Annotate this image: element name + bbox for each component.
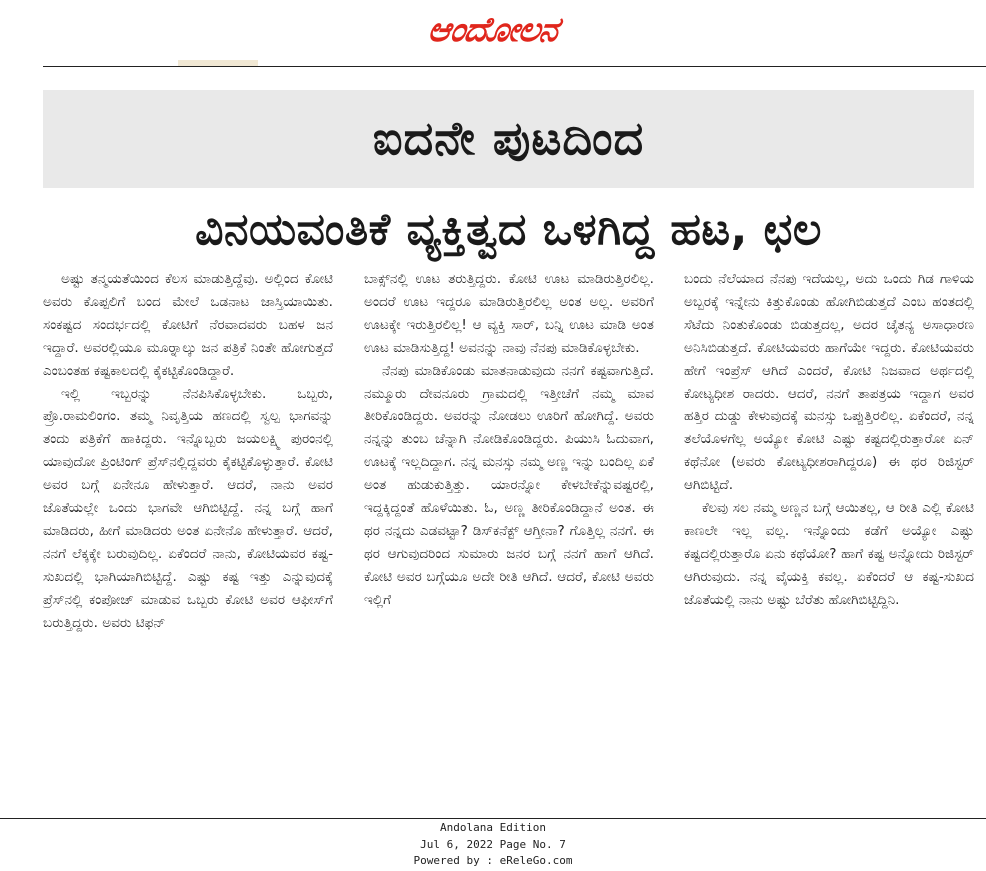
paragraph: ಇಲ್ಲಿ ಇಬ್ಬರನ್ನು ನೆನಪಿಸಿಕೊಳ್ಳಬೇಕು. ಒಬ್ಬರು, ಪ್ರೊ.ರಾಮಲಿಂಗಂ. ತಮ್ಮ ನಿವೃತ್ತಿಯ ಹಣದಲ್ಲಿ ಸ್ವಲ್ಪ ಭಾಗವನ್ನು ತಂದು ಪತ್ರಿಕೆಗೆ ಹಾಕಿದ್ದರು. ಇನ್ನೊಬ್ಬರು ಜಯಲಕ್ಷ್ಮಿ ಪುರಂನಲ್ಲಿ ಯಾವುದೋ ಪ್ರಿಂಟಿಂಗ್ ಪ್ರೆಸ್‌ನಲ್ಲಿದ್ದವರು ಕೈಕಟ್ಟಿಕೊಳ್ಳುತ್ತಾರೆ. ಕೋಟಿ ಅವರ ಬಗ್ಗೆ ಏನೇನೂ ಹೇಳುತ್ತಾರೆ. ಆದರೆ, ನಾನು ಅವರ ಜೊತೆಯಲ್ಲೇ ಒಂದು ಭಾಗವೇ ಆಗಿಬಿಟ್ಟಿದ್ದೆ. ನನ್ನ ಬಗ್ಗೆ ಹಾಗೆ ಮಾಡಿದರು, ಹೀಗೆ ಮಾಡಿದರು ಅಂತ ಏನೇನೊ ಹೇಳುತ್ತಾರೆ. ಆದರೆ, ನನಗೆ ಲೆಕ್ಕಕ್ಕೇ ಬರುವುದಿಲ್ಲ. ಏಕೆಂದರೆ ನಾನು, ಕೋಟಿಯವರ ಕಷ್ಟ- ಸುಖದಲ್ಲಿ ಭಾಗಿಯಾಗಿಬಿಟ್ಟಿದ್ದೆ. ಎಷ್ಟು ಕಷ್ಟ ಇತ್ತು ಎನ್ನುವುದಕ್ಕೆ ಪ್ರೆಸ್‌ನಲ್ಲಿ ಕಂಪೋಜ್ ಮಾಡುವ ಒಬ್ಬರು ಕೋಟಿ ಅವರ ಆಫೀಸ್‌ಗೆ ಬರುತ್ತಿದ್ದರು. ಅವರು ಟಿಫನ್ xyxy=(43,385,333,631)
masthead xyxy=(0,4,986,56)
paragraph: ಬಂದು ನೆಲೆಯಾದ ನೆನಪು ಇದೆಯಲ್ಲ, ಅದು ಒಂದು ಗಿಡ ಗಾಳಿಯ ಅಬ್ಬರಕ್ಕೆ ಇನ್ನೇನು ಕಿತ್ತುಕೊಂಡು ಹೋಗಿಬಿಡುತ್ತದೆ ಎಂಬ ಹಂತದಲ್ಲಿ ಸೆಟೆದು ನಿಂತುಕೊಂಡು ಬಿಡುತ್ತದಲ್ಲ, ಅದರ ಚೈತನ್ಯ ಅಸಾಧಾರಣ ಅನಿಸಿಬಿಡುತ್ತದೆ. ಕೋಟಿಯವರು ಹಾಗೆಯೇ ಇದ್ದರು. ಕೋಟಿಯವರು ಹೇಗೆ ಇಂಪ್ರೆಸ್ ಆಗಿದೆ ಎಂದರೆ, ಕೋಟಿ ನಿಜವಾದ ಅರ್ಥದಲ್ಲಿ ಕೋಟ್ಯಧೀಶ ರಾದರು. ಆದರೆ, ನನಗೆ ತಾಪತ್ರಯ ಇದ್ದಾಗ ಅವರ ಹತ್ತಿರ ದುಡ್ಡು ಕೇಳುವುದಕ್ಕೆ ಮನಸ್ಸು ಒಪ್ಪುತ್ತಿರಲಿಲ್ಲ. ಏಕೆಂದರೆ, ನನ್ನ ತಲೆಯೊಳಗೆಲ್ಲ ಅಯ್ಯೋ ಕೋಟಿ ಎಷ್ಟು ಕಷ್ಟದಲ್ಲಿರುತ್ತಾರೋ ಏನ್ ಕಥೆನೋ (ಅವರು ಕೋಟ್ಯಧೀಶರಾಗಿದ್ದರೂ) ಈ ಥರ ರಿಜಿಸ್ಟರ್ ಆಗಿಬಿಟ್ಟಿದೆ. xyxy=(684,271,974,494)
article-column-3 xyxy=(684,268,974,798)
article-column-1 xyxy=(43,268,333,798)
paragraph: ನೆನಪು ಮಾಡಿಕೊಂಡು ಮಾತನಾಡುವುದು ನನಗೆ ಕಷ್ಟವಾಗುತ್ತಿದೆ. ನಮ್ಮೂರು ದೇವನೂರು ಗ್ರಾಮದಲ್ಲಿ ಇತ್ತೀಚೆಗೆ ನಮ್ಮ ಮಾವ ತೀರಿಕೊಂಡಿದ್ದರು. ಅವರನ್ನು ನೋಡಲು ಊರಿಗೆ ಹೋಗಿದ್ದೆ. ಅವರು ನನ್ನನ್ನು ತುಂಬ ಚೆನ್ನಾಗಿ ನೋಡಿಕೊಂಡಿದ್ದರು. ಪಿಯುಸಿ ಓದುವಾಗ, ಊಟಕ್ಕೆ ಇಲ್ಲದಿದ್ದಾಗ. ನನ್ನ ಮನಸ್ಸು ನಮ್ಮ ಅಣ್ಣ ಇನ್ನು ಬಂದಿಲ್ಲ ಏಕೆ ಅಂತ ಹುಡುಕುತ್ತಿತ್ತು. ಯಾರನ್ನೋ ಕೇಳಬೇಕೆನ್ನುವಷ್ಟರಲ್ಲಿ, ಇದ್ದಕ್ಕಿದ್ದಂತೆ ಹೊಳೆಯಿತು. ಓ, ಅಣ್ಣ ತೀರಿಕೊಂಡಿದ್ದಾನೆ ಅಂತ. ಈ ಥರ ನನ್ನದು ಎಡವಟ್ಟಾ? ಡಿಸ್‌ಕನೆಕ್ಟ್ ಆಗ್ತೀನಾ? ಗೊತ್ತಿಲ್ಲ ನನಗೆ. ಈ ಥರ ಆಗುವುದರಿಂದ ಸುಮಾರು ಜನರ ಬಗ್ಗೆ ನನಗೆ ಹಾಗೆ ಆಗಿದೆ. ಕೋಟಿ ಅವರ ಬಗ್ಗೆಯೂ ಅದೇ ರೀತಿ ಆಗಿದೆ. ಆದರೆ, ಕೋಟಿ ಅವರು ಇಲ್ಲಿಗೆ xyxy=(364,362,654,608)
paragraph: ಕೆಲವು ಸಲ ನಮ್ಮ ಅಣ್ಣನ ಬಗ್ಗೆ ಆಯಿತಲ್ಲ, ಆ ರೀತಿ ಎಲ್ಲಿ ಕೋಟಿ ಕಾಣಲೇ ಇಲ್ಲ ವಲ್ಲ. ಇನ್ನೊಂದು ಕಡೆಗೆ ಅಯ್ಯೋ ಎಷ್ಟು ಕಷ್ಟದಲ್ಲಿರುತ್ತಾರೊ ಏನು ಕಥೆಯೋ? ಹಾಗೆ ಕಷ್ಟ ಅನ್ನೋದು ರಿಜಿಸ್ಟರ್ ಆಗಿರುವುದು. ನನ್ನ ವೈಯಕ್ತಿ ಕವಲ್ಲ. ಏಕೆಂದರೆ ಆ ಕಷ್ಟ-ಸುಖದ ಜೊತೆಯಲ್ಲಿ ನಾನು ಅಷ್ಟು ಬೆರೆತು ಹೋಗಿಬಿಟ್ಟಿದ್ದಿನಿ. xyxy=(684,500,974,608)
article-headline: ವಿನಯವಂತಿಕೆ ವ್ಯಕ್ತಿತ್ವದ ಒಳಗಿದ್ದ ಹಟ, ಛಲ xyxy=(195,203,822,255)
newspaper-logo: ಆಂದೋಲನ xyxy=(425,10,561,50)
paragraph: ಅಷ್ಟು ತನ್ಮಯತೆಯಿಂದ ಕೆಲಸ ಮಾಡುತ್ತಿದ್ದೆವು. ಅಲ್ಲಿಂದ ಕೋಟಿ ಅವರು ಕೊಪ್ಪಲಿಗೆ ಬಂದ ಮೇಲೆ ಒಡನಾಟ ಜಾಸ್ತಿಯಾಯಿತು. ಸಂಕಷ್ಟದ ಸಂದರ್ಭದಲ್ಲಿ ಕೋಟಿಗೆ ನೆರವಾದವರು ಬಹಳ ಜನ ಇದ್ದಾರೆ. ಅವರಲ್ಲಿಯೂ ಮೂರ್‍ನಾಲ್ಕು ಜನ ಪತ್ರಿಕೆ ನಿಂತೇ ಹೋಗುತ್ತದೆ ಎಂಬಂತಹ ಕಷ್ಟಕಾಲದಲ್ಲಿ ಕೈಕಟ್ಟಿಕೊಂಡಿದ್ದಾರೆ. xyxy=(43,271,333,379)
page-footer xyxy=(0,820,986,870)
top-divider xyxy=(43,66,986,67)
powered-by-link[interactable]: Powered by : eReleGo.com xyxy=(413,854,573,867)
bottom-divider xyxy=(0,818,986,819)
continued-from-label: ಐದನೇ ಪುಟದಿಂದ xyxy=(372,111,645,165)
paragraph: ಬಾಕ್ಸ್‌ನಲ್ಲಿ ಊಟ ತರುತ್ತಿದ್ದರು. ಕೋಟಿ ಊಟ ಮಾಡಿರುತ್ತಿರಲಿಲ್ಲ. ಅಂದರೆ ಊಟ ಇದ್ದರೂ ಮಾಡಿರುತ್ತಿರಲಿಲ್ಲ ಅಂತ ಅಲ್ಲ. ಅವರಿಗೆ ಊಟಕ್ಕೇ ಇರುತ್ತಿರಲಿಲ್ಲ! ಆ ವ್ಯಕ್ತಿ ಸಾರ್, ಬನ್ನಿ ಊಟ ಮಾಡಿ ಅಂತ ಊಟ ಮಾಡಿಸುತ್ತಿದ್ದ! ಅವನನ್ನು ನಾವು ನೆನಪು ಮಾಡಿಕೊಳ್ಳಬೇಕು. xyxy=(364,271,654,356)
article-column-2 xyxy=(364,268,654,798)
section-banner xyxy=(43,90,974,188)
edition-label: Andolana Edition xyxy=(440,821,546,834)
date-page-label: Jul 6, 2022 Page No. 7 xyxy=(420,837,566,851)
